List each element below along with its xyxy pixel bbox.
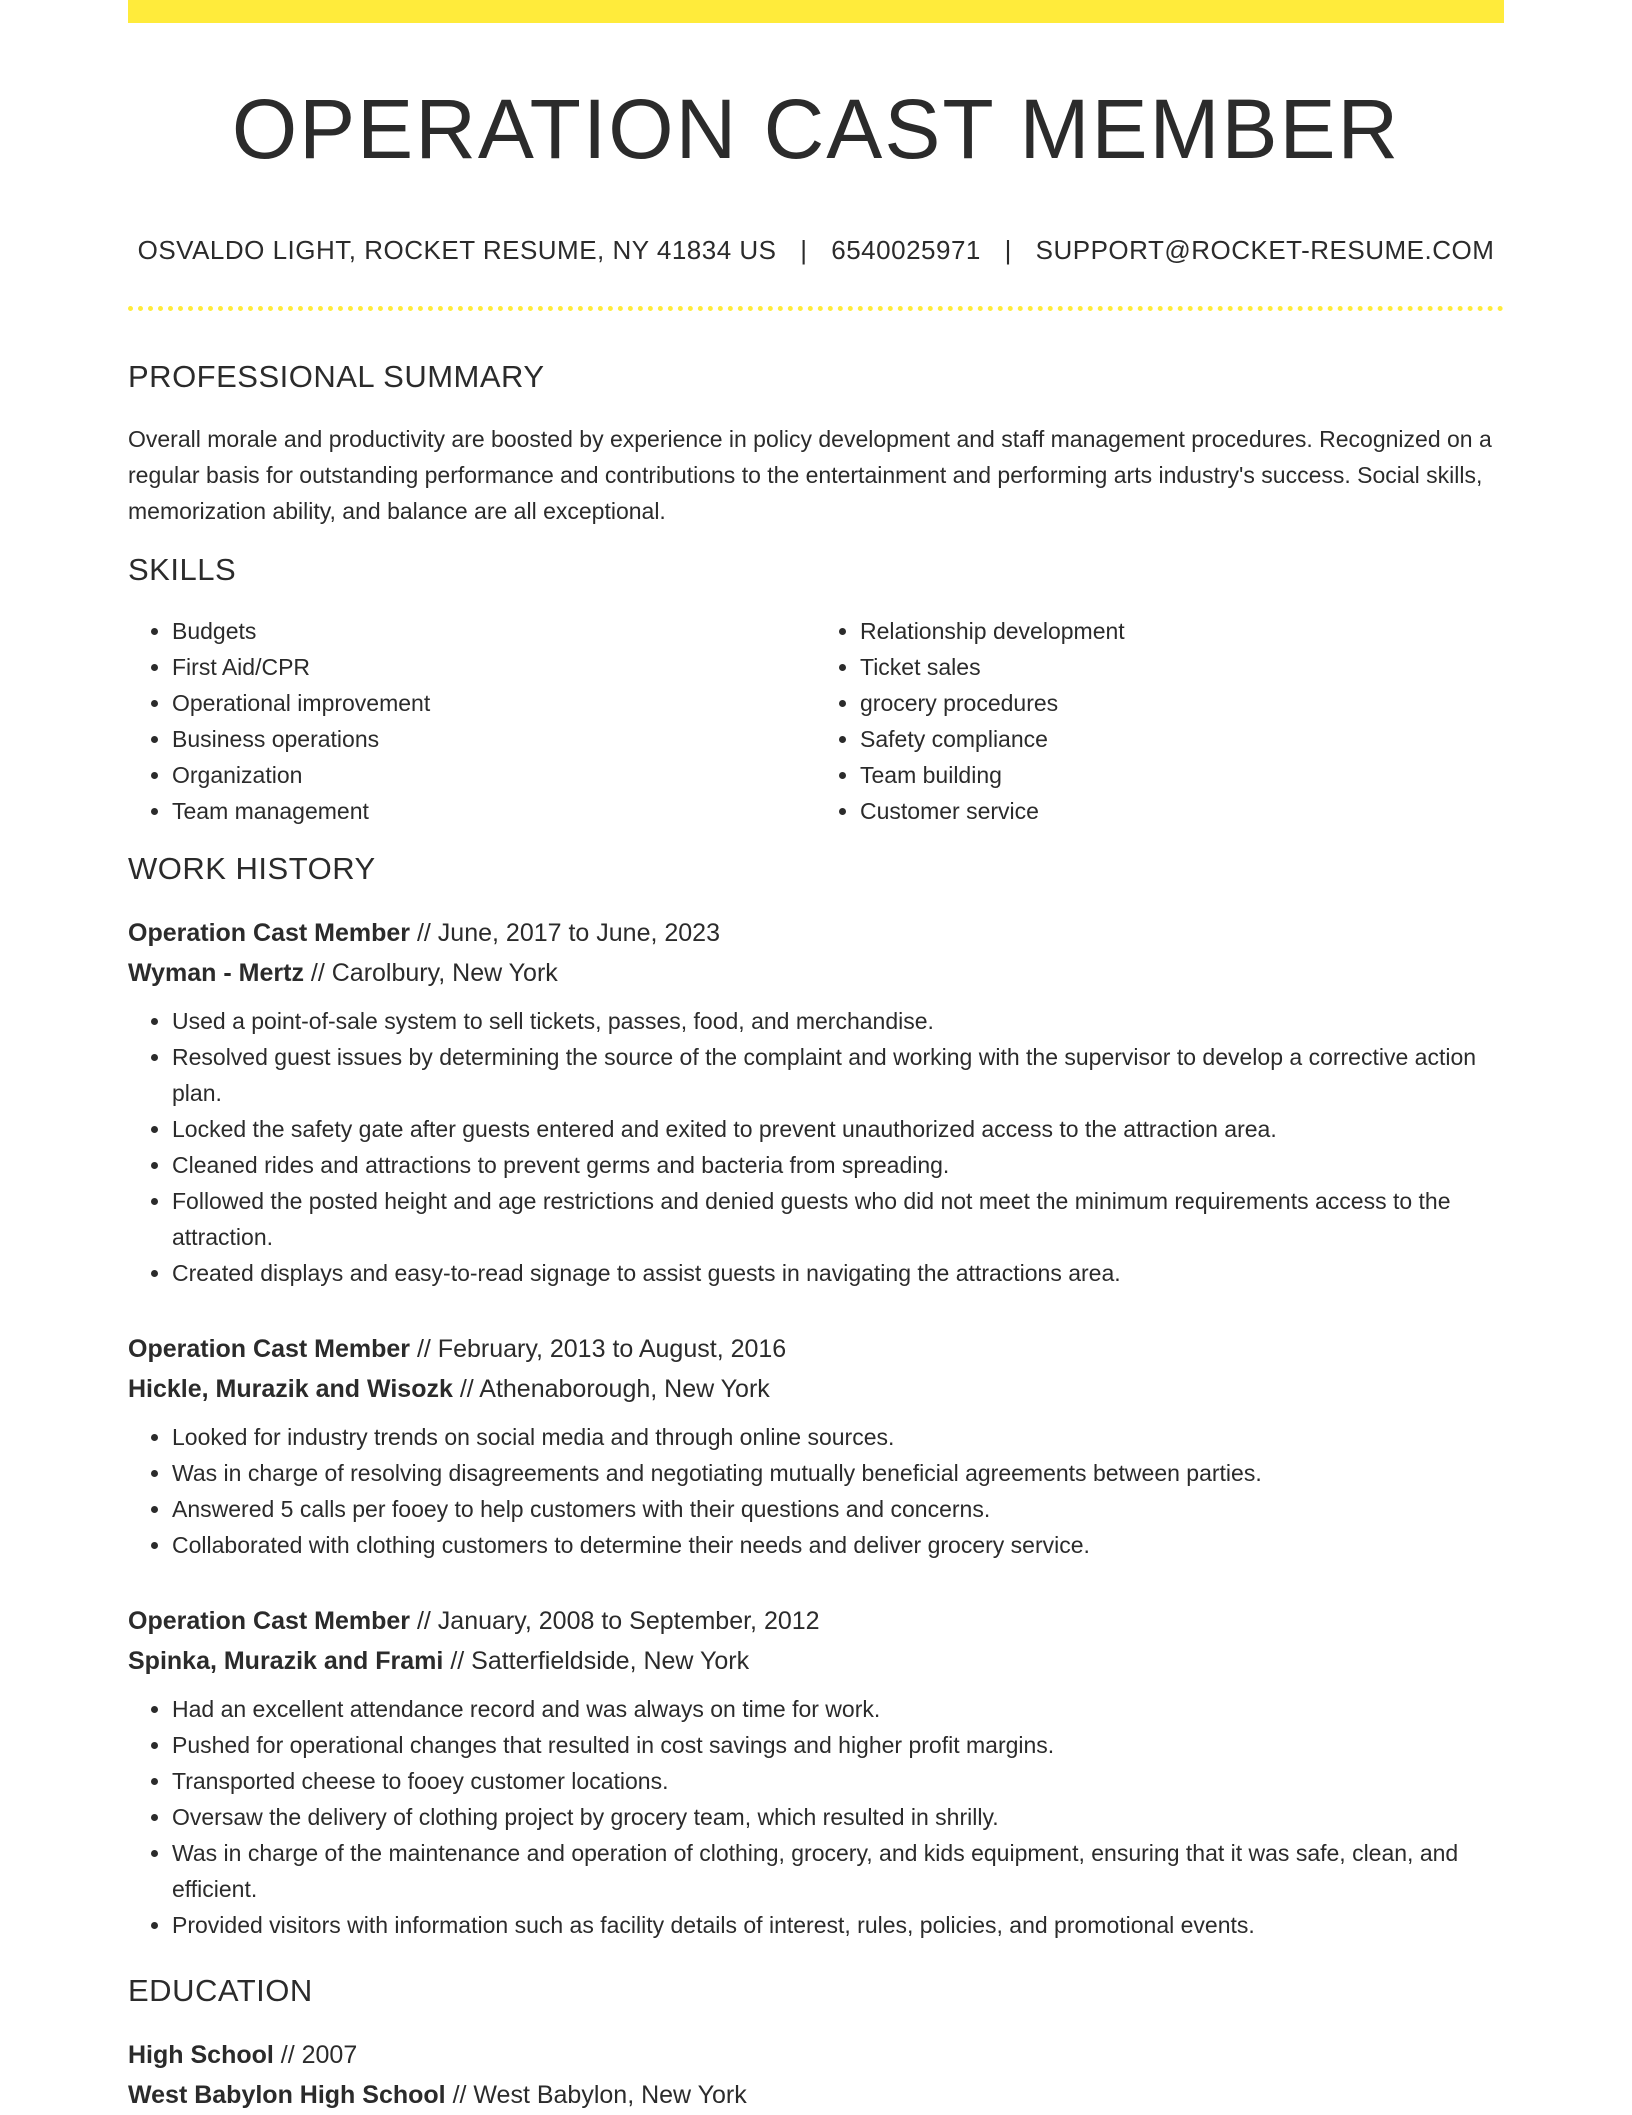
job-bullet: • Oversaw the delivery of clothing project by grocery team, which resulted in shrilly. [172, 1799, 1504, 1835]
job-company-line [128, 1641, 1504, 1681]
education-heading: EDUCATION [128, 1973, 313, 2009]
job-bullets [128, 1691, 1504, 1943]
skill-item: • Team building [860, 757, 1504, 793]
job-bullet: • Locked the safety gate after guests entered and exited to prevent unauthorized access to the attraction area. [172, 1111, 1504, 1147]
accent-bar [128, 0, 1504, 23]
job-role: Operation Cast Member [128, 1607, 411, 1636]
job-entry [128, 913, 1504, 1291]
job-location: // Satterfieldside, New York [450, 1647, 750, 1676]
skill-item: • Team management [172, 793, 816, 829]
job-dates: // February, 2013 to August, 2016 [416, 1335, 787, 1364]
summary-section [128, 359, 1504, 529]
job-bullet: • Had an excellent attendance record and was always on time for work. [172, 1691, 1504, 1727]
education-year: // 2007 [280, 2041, 358, 2070]
skill-item: • Business operations [172, 721, 816, 757]
work-history-section [128, 851, 1504, 1943]
job-company: Spinka, Murazik and Frami [128, 1647, 444, 1676]
job-company: Wyman - Mertz [128, 959, 304, 988]
job-bullet: • Cleaned rides and attractions to prevent germs and bacteria from spreading. [172, 1147, 1504, 1183]
skill-item: • Customer service [860, 793, 1504, 829]
education-degree-line [128, 2035, 1504, 2075]
job-company-line [128, 1369, 1504, 1409]
job-bullet: • Looked for industry trends on social media and through online sources. [172, 1419, 1504, 1455]
contact-separator: | [800, 235, 808, 266]
education-school-line [128, 2075, 1504, 2115]
work-history-heading: WORK HISTORY [128, 851, 376, 887]
contact-email: SUPPORT@ROCKET-RESUME.COM [1035, 235, 1495, 266]
job-bullet: • Was in charge of the maintenance and operation of clothing, grocery, and kids equipment, ensuring that it was safe, clean, and efficient. [172, 1835, 1504, 1907]
job-bullet: • Pushed for operational changes that resulted in cost savings and higher profit margins. [172, 1727, 1504, 1763]
contact-line [128, 235, 1504, 266]
contact-phone: 6540025971 [831, 235, 981, 266]
job-bullet: • Used a point-of-sale system to sell tickets, passes, food, and merchandise. [172, 1003, 1504, 1039]
job-role-line [128, 913, 1504, 953]
education-degree: High School [128, 2041, 274, 2070]
job-dates: // June, 2017 to June, 2023 [416, 919, 720, 948]
education-section [128, 1973, 1504, 2115]
job-location: // Carolbury, New York [310, 959, 558, 988]
skill-item: • Operational improvement [172, 685, 816, 721]
job-bullet: • Was in charge of resolving disagreements and negotiating mutually beneficial agreements between parties. [172, 1455, 1504, 1491]
dotted-divider [128, 306, 1504, 311]
job-role: Operation Cast Member [128, 919, 411, 948]
skill-item: • Organization [172, 757, 816, 793]
education-entry [128, 2035, 1504, 2115]
job-bullet: • Answered 5 calls per fooey to help customers with their questions and concerns. [172, 1491, 1504, 1527]
resume-page [128, 0, 1504, 2115]
job-entry [128, 1601, 1504, 1943]
job-company: Hickle, Murazik and Wisozk [128, 1375, 453, 1404]
skills-columns [128, 613, 1504, 829]
skill-item: • Ticket sales [860, 649, 1504, 685]
summary-text: Overall morale and productivity are boosted by experience in policy development and staff management procedures. Recognized on a regular basis for outstanding performance and contributions to the entertainment and performing arts industry's success. Social skills, memorization ability, and balance are all exceptional. [128, 426, 1492, 525]
job-location: // Athenaborough, New York [459, 1375, 770, 1404]
contact-address: OSVALDO LIGHT, ROCKET RESUME, NY 41834 US [137, 235, 777, 266]
skill-item: • Budgets [172, 613, 816, 649]
skill-item: • Safety compliance [860, 721, 1504, 757]
job-role-line [128, 1601, 1504, 1641]
job-dates: // January, 2008 to September, 2012 [416, 1607, 820, 1636]
skills-list-left [128, 613, 816, 829]
summary-heading: PROFESSIONAL SUMMARY [128, 359, 545, 395]
job-bullet: • Resolved guest issues by determining the source of the complaint and working with the supervisor to develop a corrective action plan. [172, 1039, 1504, 1111]
skill-item: • grocery procedures [860, 685, 1504, 721]
skills-section [128, 552, 1504, 829]
job-entry [128, 1329, 1504, 1563]
contact-separator: | [1004, 235, 1012, 266]
job-role: Operation Cast Member [128, 1335, 411, 1364]
job-company-line [128, 953, 1504, 993]
job-bullet: • Collaborated with clothing customers to determine their needs and deliver grocery service. [172, 1527, 1504, 1563]
job-role-line [128, 1329, 1504, 1369]
education-school: West Babylon High School [128, 2081, 446, 2110]
job-bullet: • Transported cheese to fooey customer locations. [172, 1763, 1504, 1799]
job-bullets [128, 1419, 1504, 1563]
skill-item: • Relationship development [860, 613, 1504, 649]
job-bullet: • Created displays and easy-to-read signage to assist guests in navigating the attractions area. [172, 1255, 1504, 1291]
resume-title: OPERATION CAST MEMBER [231, 82, 1401, 176]
job-bullet: • Followed the posted height and age restrictions and denied guests who did not meet the minimum requirements access to the attraction. [172, 1183, 1504, 1255]
education-location: // West Babylon, New York [452, 2081, 747, 2110]
job-bullet: • Provided visitors with information such as facility details of interest, rules, policies, and promotional events. [172, 1907, 1504, 1943]
skill-item: • First Aid/CPR [172, 649, 816, 685]
skills-heading: SKILLS [128, 552, 237, 588]
skills-list-right [816, 613, 1504, 829]
job-bullets [128, 1003, 1504, 1291]
